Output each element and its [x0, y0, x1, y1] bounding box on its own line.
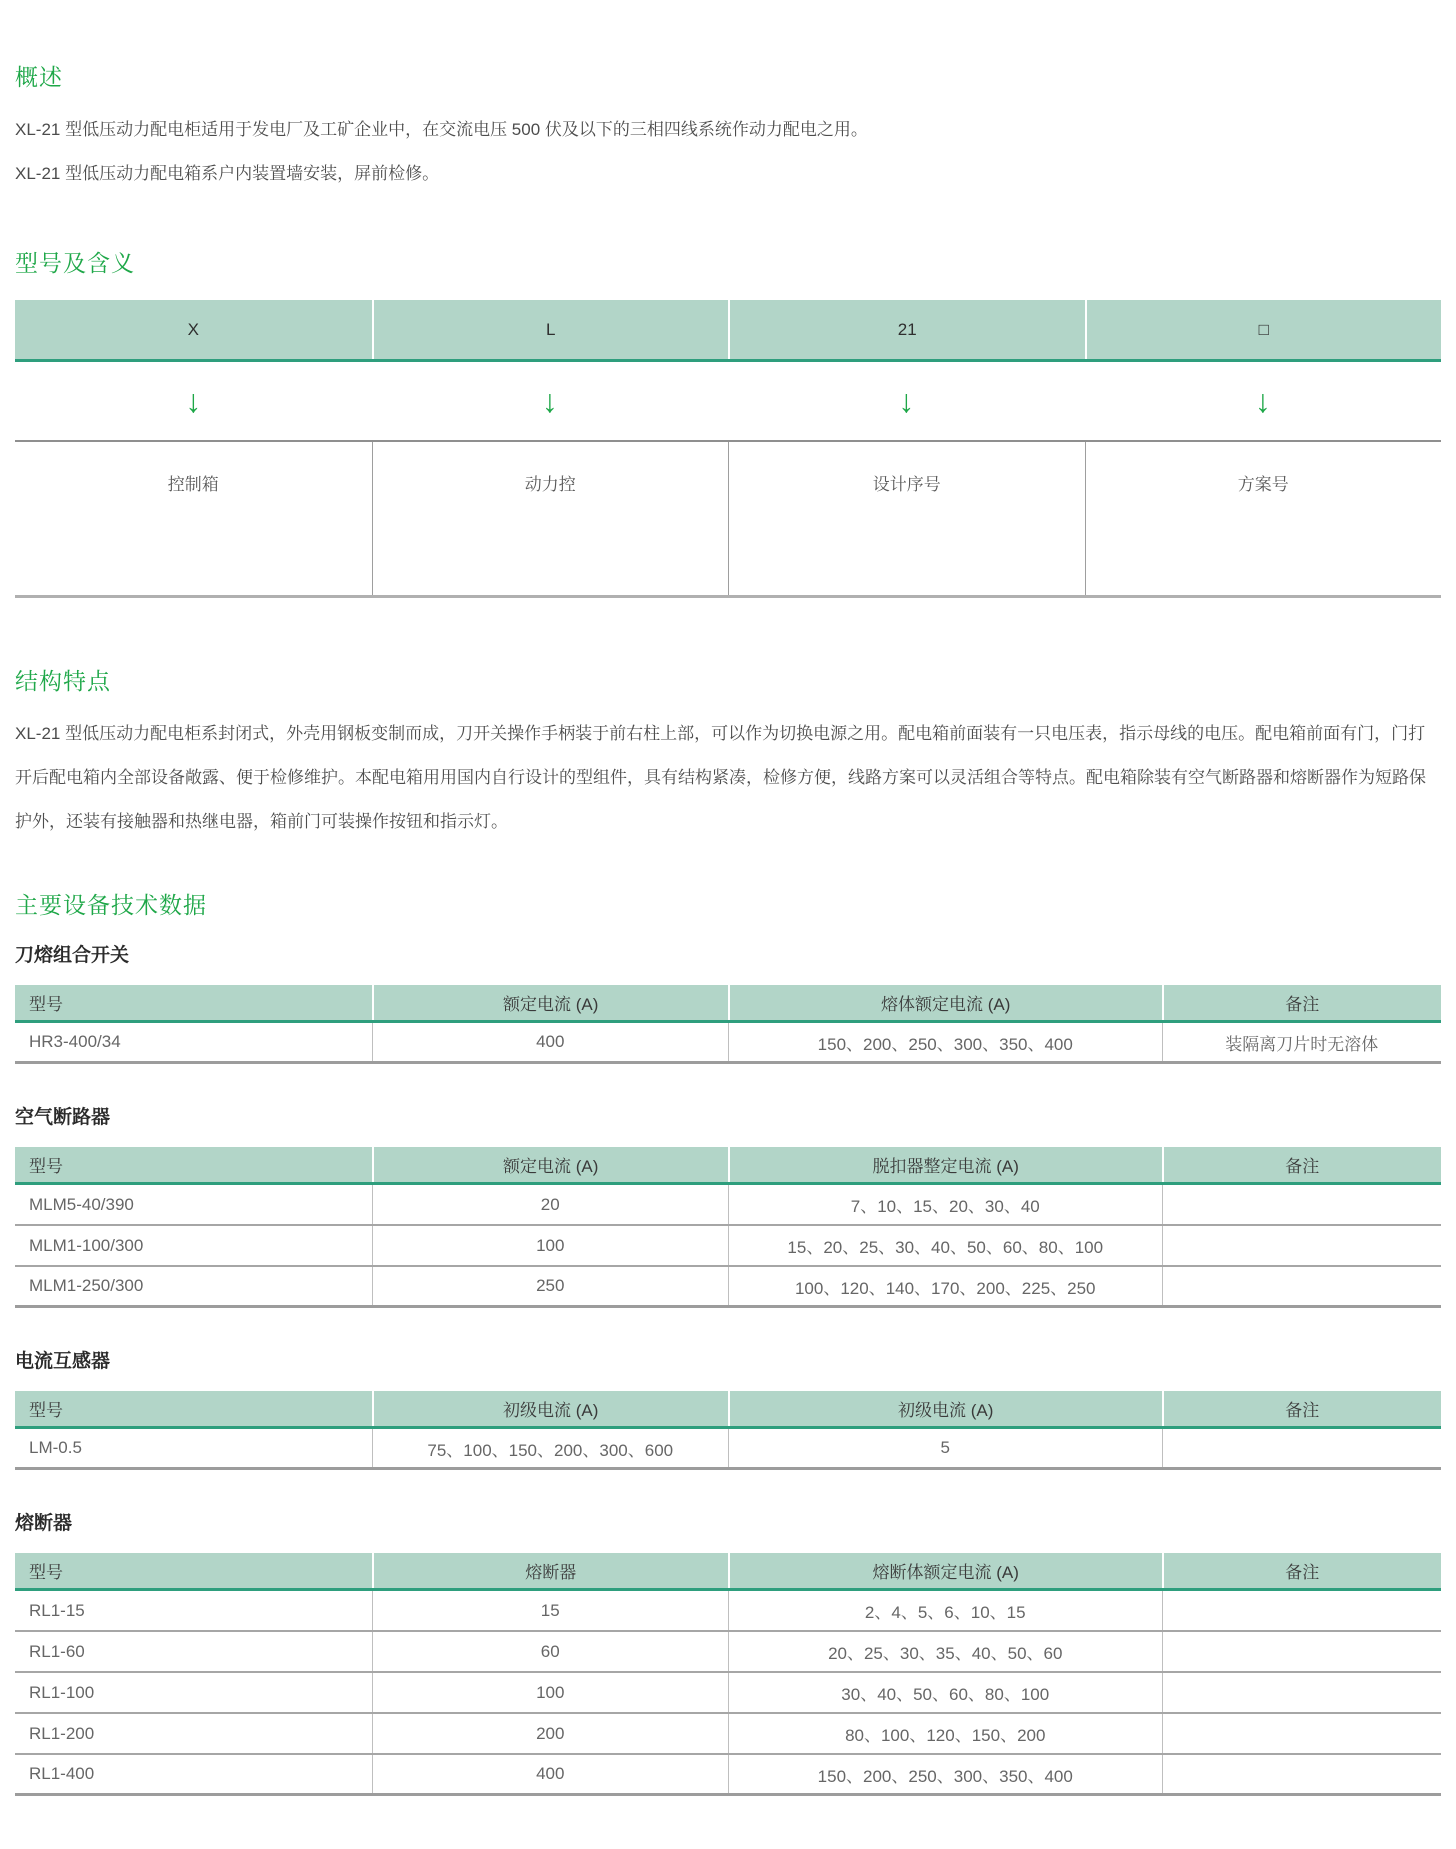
table-header-cell: 备注	[1162, 985, 1441, 1020]
table-title: 空气断路器	[15, 1107, 111, 1128]
table-cell: 150、200、250、300、350、400	[728, 1755, 1162, 1793]
table-header-cell: 初级电流 (A)	[728, 1391, 1162, 1426]
table-row	[15, 1673, 1441, 1714]
model-code-x: X	[187, 319, 199, 339]
table-cell	[1162, 1429, 1441, 1467]
tech-table-section	[15, 944, 1441, 1064]
table-header-cell: 型号	[29, 1563, 63, 1582]
table-cell: 60	[372, 1632, 729, 1671]
table-cell: MLM1-100/300	[29, 1235, 144, 1255]
table-cell: 400	[372, 1023, 729, 1061]
table-header-cell: 备注	[1162, 1553, 1441, 1588]
overview-paragraph-2: XL-21 型低压动力配电箱系户内装置墙安装，屏前检修。	[15, 164, 440, 183]
model-meaning-scheme-number: 方案号	[1085, 442, 1442, 595]
table-cell: 20、25、30、35、40、50、60	[728, 1632, 1162, 1671]
table-cell: MLM5-40/390	[29, 1194, 134, 1214]
table-cell	[1162, 1673, 1441, 1712]
table-header-cell: 额定电流 (A)	[372, 985, 729, 1020]
down-arrow-icon: ↓	[541, 383, 558, 419]
down-arrow-icon: ↓	[1254, 383, 1271, 419]
table-cell: 100、120、140、170、200、225、250	[728, 1267, 1162, 1305]
table-cell: RL1-60	[29, 1641, 85, 1661]
model-meaning-power-control: 动力控	[372, 442, 729, 595]
table-cell: RL1-400	[29, 1764, 95, 1783]
table-cell	[1162, 1714, 1441, 1753]
table-cell: 100	[372, 1673, 729, 1712]
data-table	[15, 1553, 1441, 1796]
table-cell: MLM1-250/300	[29, 1276, 144, 1295]
table-cell: HR3-400/34	[29, 1032, 121, 1051]
overview-paragraph-1: XL-21 型低压动力配电柜适用于发电厂及工矿企业中，在交流电压 500 伏及以下的三相四线系统作动力配电之用。	[15, 120, 868, 139]
table-cell: 75、100、150、200、300、600	[372, 1429, 729, 1467]
table-cell: 装隔离刀片时无溶体	[1162, 1023, 1441, 1061]
table-cell	[1162, 1755, 1441, 1793]
table-header-row	[15, 1391, 1441, 1429]
table-row	[15, 1267, 1441, 1308]
table-title: 刀熔组合开关	[15, 945, 130, 966]
structure-features-paragraph: XL-21 型低压动力配电柜系封闭式，外壳用钢板变制而成，刀开关操作手柄装于前右柱上部，可以作为切换电源之用。配电箱前面装有一只电压表，指示母线的电压。配电箱前面有门，门打开后配电箱内全部设备敞露、便于检修维护。本配电箱用用国内自行设计的型组件，具有结构紧凑，检修方便，线路方案可以灵活组合等特点。配电箱除装有空气断路器和熔断器作为短路保护外，还装有接触器和热继电器，箱前门可装操作按钮和指示灯。	[15, 724, 1426, 831]
data-table	[15, 1147, 1441, 1308]
tech-table-section	[15, 1512, 1441, 1796]
model-meaning-table	[15, 300, 1441, 598]
table-row	[15, 1632, 1441, 1673]
table-title: 熔断器	[15, 1513, 73, 1534]
model-meaning-control-box: 控制箱	[167, 475, 219, 494]
table-cell: RL1-200	[29, 1723, 95, 1743]
model-code-21: 21	[728, 300, 1085, 359]
table-cell: 7、10、15、20、30、40	[728, 1185, 1162, 1224]
table-cell	[1162, 1185, 1441, 1224]
table-header-row	[15, 985, 1441, 1023]
table-cell: 30、40、50、60、80、100	[728, 1673, 1162, 1712]
model-code-l: L	[372, 300, 729, 359]
table-header-cell: 额定电流 (A)	[372, 1147, 729, 1182]
table-cell	[1162, 1632, 1441, 1671]
tech-data-heading: 主要设备技术数据	[15, 892, 207, 918]
table-cell	[1162, 1226, 1441, 1265]
table-cell: 15	[372, 1591, 729, 1630]
table-cell: RL1-15	[29, 1600, 85, 1620]
table-header-cell: 脱扣器整定电流 (A)	[728, 1147, 1162, 1182]
model-arrow-row	[15, 362, 1441, 440]
table-row	[15, 1226, 1441, 1267]
tech-table-section	[15, 1106, 1441, 1308]
table-cell: LM-0.5	[29, 1438, 82, 1457]
tech-table-section	[15, 1350, 1441, 1470]
down-arrow-icon: ↓	[898, 383, 915, 419]
table-header-cell: 熔断体额定电流 (A)	[728, 1553, 1162, 1588]
table-cell	[1162, 1591, 1441, 1630]
data-table	[15, 1391, 1441, 1470]
model-meaning-design-serial: 设计序号	[728, 442, 1085, 595]
table-header-cell: 备注	[1162, 1147, 1441, 1182]
table-header-row	[15, 1553, 1441, 1591]
model-meaning-row	[15, 440, 1441, 598]
table-header-cell: 备注	[1162, 1391, 1441, 1426]
table-cell: 20	[372, 1185, 729, 1224]
overview-paragraphs	[15, 108, 1441, 196]
table-cell: 250	[372, 1267, 729, 1305]
table-row	[15, 1714, 1441, 1755]
overview-heading: 概述	[15, 64, 63, 90]
table-cell: 400	[372, 1755, 729, 1793]
model-code-box: □	[1085, 300, 1442, 359]
model-meaning-heading: 型号及含义	[15, 250, 135, 276]
table-row	[15, 1755, 1441, 1796]
table-cell: 200	[372, 1714, 729, 1753]
table-header-cell: 型号	[29, 995, 63, 1014]
table-cell: 2、4、5、6、10、15	[728, 1591, 1162, 1630]
table-cell: 150、200、250、300、350、400	[728, 1023, 1162, 1061]
table-row	[15, 1591, 1441, 1632]
structure-features-heading: 结构特点	[15, 668, 111, 694]
model-code-row	[15, 300, 1441, 362]
table-header-cell: 熔体额定电流 (A)	[728, 985, 1162, 1020]
table-header-cell: 初级电流 (A)	[372, 1391, 729, 1426]
table-cell: 100	[372, 1226, 729, 1265]
table-header-cell: 型号	[29, 1401, 63, 1420]
table-row	[15, 1023, 1441, 1064]
table-header-cell: 型号	[29, 1157, 63, 1176]
table-cell: 80、100、120、150、200	[728, 1714, 1162, 1753]
data-table	[15, 985, 1441, 1064]
tech-tables-container	[15, 944, 1441, 1796]
table-cell: 15、20、25、30、40、50、60、80、100	[728, 1226, 1162, 1265]
table-row	[15, 1429, 1441, 1470]
table-cell: RL1-100	[29, 1682, 95, 1702]
table-title: 电流互感器	[15, 1351, 111, 1372]
table-row	[15, 1185, 1441, 1226]
down-arrow-icon: ↓	[185, 383, 202, 419]
table-cell	[1162, 1267, 1441, 1305]
table-cell: 5	[728, 1429, 1162, 1467]
table-header-cell: 熔断器	[372, 1553, 729, 1588]
table-header-row	[15, 1147, 1441, 1185]
